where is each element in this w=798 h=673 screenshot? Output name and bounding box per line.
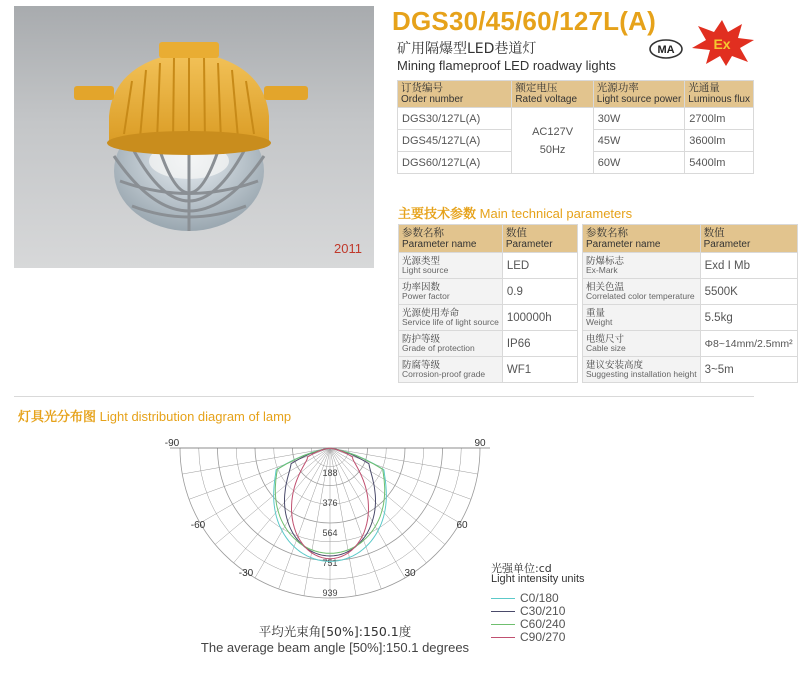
ma-certification-logo bbox=[648, 38, 684, 60]
luminous-flux: 3600lm bbox=[685, 130, 754, 152]
luminous-flux: 5400lm bbox=[685, 152, 754, 174]
luminous-flux: 2700lm bbox=[685, 108, 754, 130]
polar-angle-label: -30 bbox=[238, 568, 254, 579]
param-row bbox=[583, 357, 798, 383]
param-value: 0.9 bbox=[502, 279, 577, 305]
param-name: 相关色温 Correlated color temperature bbox=[583, 279, 701, 305]
param-value: LED bbox=[502, 253, 577, 279]
param-name: 光源使用寿命 Service life of light source bbox=[399, 305, 503, 331]
intensity-units-en: Light intensity units bbox=[491, 573, 585, 585]
param-value: WF1 bbox=[502, 357, 577, 383]
product-model-title: DGS30/45/60/127L(A) bbox=[392, 6, 656, 36]
ex-explosion-proof-logo bbox=[688, 18, 756, 68]
order-number: DGS45/127L(A) bbox=[398, 130, 512, 152]
polar-angle-label: 90 bbox=[474, 438, 486, 449]
param-name: 重量 Weight bbox=[583, 305, 701, 331]
product-photo bbox=[14, 6, 374, 268]
polar-ring-label: 939 bbox=[322, 588, 338, 598]
header-parameter-name: 参数名称 Parameter name bbox=[583, 225, 701, 253]
lamp-illustration bbox=[14, 6, 374, 268]
polar-ring-label: 751 bbox=[322, 558, 338, 568]
param-value: 5500K bbox=[700, 279, 797, 305]
params-header-row bbox=[583, 225, 798, 253]
ex-logo-text: Ex bbox=[713, 36, 731, 52]
intensity-units-cn: 光强单位:cd bbox=[491, 562, 552, 575]
diagram-section-title: 灯具光分布图 Light distribution diagram of lamp bbox=[18, 409, 292, 425]
param-name: 建议安装高度 Suggesting installation height bbox=[583, 357, 701, 383]
param-name: 防爆标志 Ex-Mark bbox=[583, 253, 701, 279]
params-section-title: 主要技术参数 Main technical parameters bbox=[398, 206, 633, 222]
header-light-source-power: 光源功率 Light source power bbox=[593, 81, 685, 108]
polar-ring-label: 376 bbox=[322, 498, 338, 508]
param-row bbox=[399, 331, 578, 357]
legend-swatch bbox=[491, 598, 515, 599]
params-table-left bbox=[398, 224, 578, 383]
ma-logo-text: MA bbox=[657, 44, 675, 56]
model-table bbox=[397, 80, 754, 174]
param-name: 防护等级 Grade of protection bbox=[399, 331, 503, 357]
polar-grid-spoke bbox=[330, 448, 426, 563]
param-value: 100000h bbox=[502, 305, 577, 331]
param-name: 防腐等级 Corrosion-proof grade bbox=[399, 357, 503, 383]
legend-swatch bbox=[491, 611, 515, 612]
param-value: 3~5m bbox=[700, 357, 797, 383]
polar-angle-label: 30 bbox=[404, 568, 416, 579]
header-order-number: 订货编号 Order number bbox=[398, 81, 512, 108]
param-row bbox=[399, 253, 578, 279]
beam-angle-en: The average beam angle [50%]:150.1 degrees bbox=[200, 640, 470, 655]
model-table-row bbox=[398, 108, 754, 130]
param-value: IP66 bbox=[502, 331, 577, 357]
beam-angle-cn: 平均光束角[50%]:150.1度 bbox=[258, 624, 412, 639]
param-row bbox=[583, 331, 798, 357]
light-source-power: 60W bbox=[593, 152, 685, 174]
section-divider bbox=[14, 396, 754, 397]
model-table-header-row bbox=[398, 81, 754, 108]
header-parameter-name: 参数名称 Parameter name bbox=[399, 225, 503, 253]
param-row bbox=[399, 279, 578, 305]
polar-angle-label: 60 bbox=[456, 520, 468, 531]
param-value: Exd I Mb bbox=[700, 253, 797, 279]
param-row bbox=[399, 305, 578, 331]
param-value: Φ8~14mm/2.5mm² bbox=[700, 331, 797, 357]
light-source-power: 45W bbox=[593, 130, 685, 152]
param-name: 功率因数 Power factor bbox=[399, 279, 503, 305]
light-source-power: 30W bbox=[593, 108, 685, 130]
param-value: 5.5kg bbox=[700, 305, 797, 331]
polar-angle-label: -90 bbox=[164, 438, 180, 449]
rated-voltage: AC127V 50Hz bbox=[512, 108, 593, 174]
order-number: DGS60/127L(A) bbox=[398, 152, 512, 174]
params-header-row bbox=[399, 225, 578, 253]
param-name: 电缆尺寸 Cable size bbox=[583, 331, 701, 357]
params-table-right bbox=[582, 224, 798, 383]
polar-grid-spoke bbox=[330, 448, 445, 544]
polar-grid-spoke bbox=[234, 448, 330, 563]
param-row bbox=[399, 357, 578, 383]
param-row bbox=[583, 253, 798, 279]
header-rated-voltage: 额定电压 Rated voltage bbox=[512, 81, 593, 108]
polar-ring-label: 188 bbox=[322, 468, 338, 478]
order-number: DGS30/127L(A) bbox=[398, 108, 512, 130]
polar-angle-label: -60 bbox=[190, 520, 206, 531]
param-row bbox=[583, 279, 798, 305]
polar-ring-label: 564 bbox=[322, 528, 338, 538]
header-parameter-value: 数值 Parameter bbox=[502, 225, 577, 253]
product-name-en: Mining flameproof LED roadway lights bbox=[397, 58, 616, 73]
header-parameter-value: 数值 Parameter bbox=[700, 225, 797, 253]
light-distribution-polar-diagram bbox=[160, 436, 500, 606]
header-luminous-flux: 光通量 Luminous flux bbox=[685, 81, 754, 108]
polar-grid-spoke bbox=[215, 448, 330, 544]
param-row bbox=[583, 305, 798, 331]
param-name: 光源类型 Light source bbox=[399, 253, 503, 279]
product-name-cn: 矿用隔爆型LED巷道灯 bbox=[397, 41, 537, 57]
photo-year-label: 2011 bbox=[334, 241, 362, 256]
